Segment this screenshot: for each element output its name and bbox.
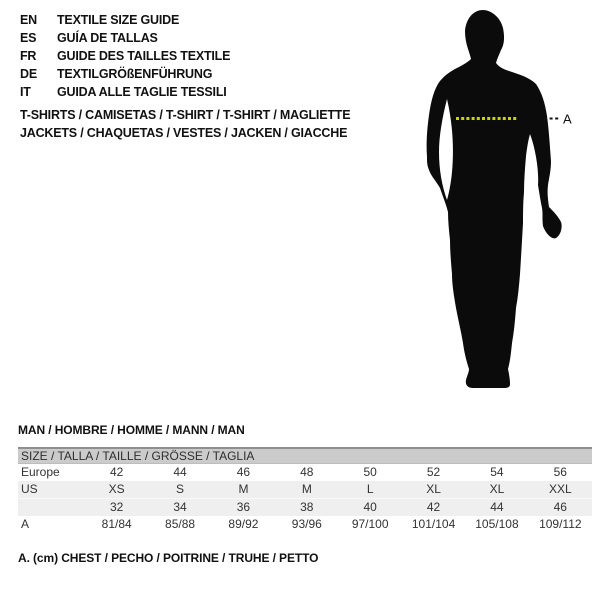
language-title: TEXTILE SIZE GUIDE (57, 13, 180, 27)
language-title: GUIDA ALLE TAGLIE TESSILI (57, 85, 227, 99)
size-table (18, 447, 592, 533)
size-cell: 40 (339, 499, 402, 517)
size-cell: 42 (110, 465, 124, 479)
language-code: EN (20, 13, 37, 27)
language-title: GUIDE DES TAILLES TEXTILE (57, 49, 231, 63)
size-cell: 109/112 (539, 517, 582, 531)
size-table-header-row (18, 448, 592, 464)
table-row-europe (18, 464, 592, 482)
size-cell: 54 (490, 465, 504, 479)
language-row (20, 83, 230, 101)
size-cell: 46 (236, 465, 251, 479)
size-cell: 32 (85, 499, 148, 517)
size-cell: 81/84 (101, 517, 132, 531)
language-title: GUÍA DE TALLAS (57, 31, 158, 45)
size-cell: 44 (465, 499, 528, 517)
size-cell: 93/96 (291, 517, 322, 531)
size-cell: M (212, 481, 275, 499)
language-title: TEXTILGRÖßENFÜHRUNG (57, 67, 213, 81)
man-silhouette (427, 10, 562, 388)
size-cell: 85/88 (165, 517, 196, 531)
language-code: FR (20, 49, 37, 63)
table-row-us (18, 481, 592, 499)
size-cell: 36 (212, 499, 275, 517)
size-cell: 38 (275, 499, 338, 517)
row-label: Europe (21, 465, 60, 479)
size-cell: M (275, 481, 338, 499)
language-row (20, 65, 230, 83)
size-cell: 34 (148, 499, 211, 517)
footnote-chest-legend: A. (cm) CHEST / PECHO / POITRINE / TRUHE / PETTO (18, 551, 319, 565)
size-cell: L (339, 481, 402, 499)
size-cell: 50 (363, 465, 377, 479)
language-row (20, 11, 230, 29)
size-cell: XL (465, 481, 528, 499)
size-cell: 44 (173, 465, 187, 479)
size-table-header: SIZE / TALLA / TAILLE / GRÖSSE / TAGLIA (18, 448, 592, 464)
size-cell: XXL (529, 481, 592, 499)
language-row (20, 29, 230, 47)
size-cell: 52 (426, 465, 441, 479)
size-cell: 89/92 (228, 517, 259, 531)
size-cell: S (148, 481, 211, 499)
language-list (20, 11, 230, 101)
language-row (20, 47, 230, 65)
category-jackets: JACKETS / CHAQUETAS / VESTES / JACKEN / GIACCHE (20, 126, 348, 140)
category-list (20, 106, 350, 142)
language-code: ES (20, 31, 37, 45)
size-cell: 101/104 (411, 517, 456, 531)
size-cell: 97/100 (351, 517, 389, 531)
row-label: A (21, 517, 30, 531)
row-label: US (18, 481, 85, 499)
size-cell: 105/108 (475, 517, 519, 531)
table-row-chest-a (18, 516, 592, 533)
size-cell: 42 (402, 499, 465, 517)
man-silhouette-figure (395, 0, 600, 400)
size-cell: XL (402, 481, 465, 499)
section-title-man: MAN / HOMBRE / HOMME / MANN / MAN (18, 423, 245, 437)
size-cell: 56 (553, 465, 567, 479)
size-cell: 46 (529, 499, 592, 517)
size-cell: XS (85, 481, 148, 499)
language-code: DE (20, 67, 37, 81)
row-label (18, 499, 85, 517)
language-code: IT (20, 85, 31, 99)
table-row-us-numeric (18, 499, 592, 517)
measure-label-a: A (563, 111, 572, 127)
size-cell: 48 (300, 465, 314, 479)
category-tshirts: T-SHIRTS / CAMISETAS / T-SHIRT / T-SHIRT / MAGLIETTE (20, 108, 351, 122)
